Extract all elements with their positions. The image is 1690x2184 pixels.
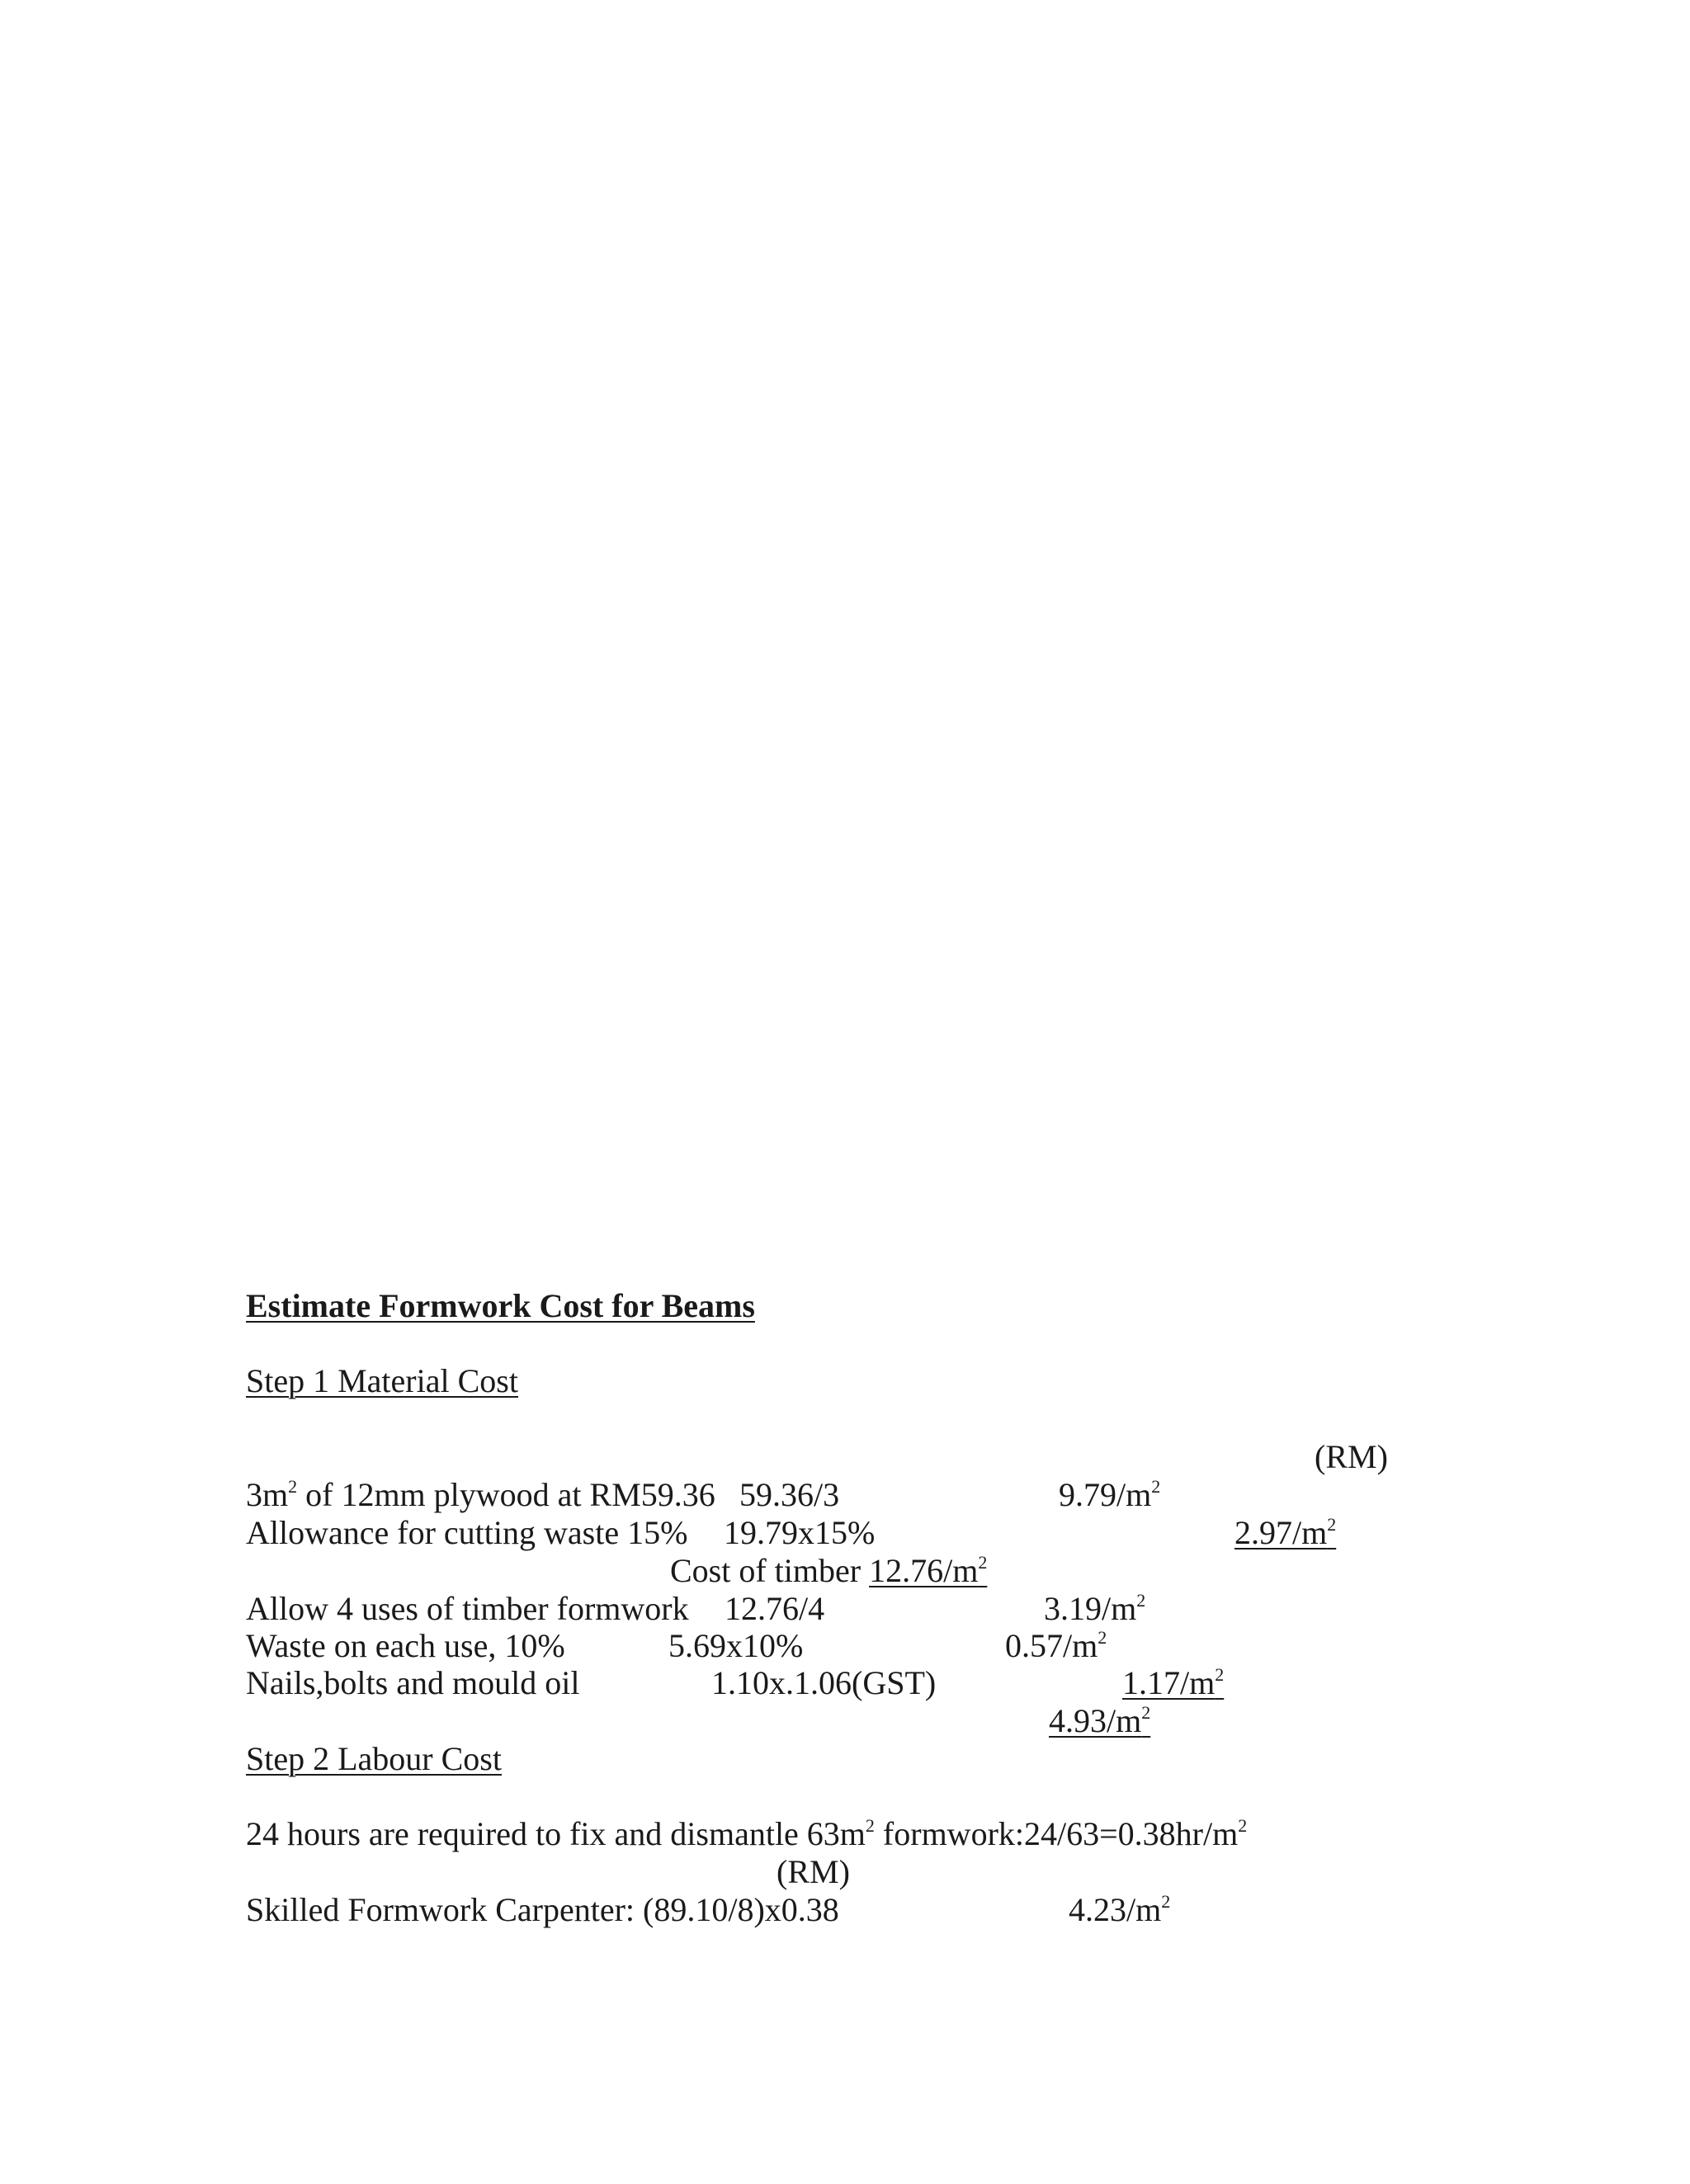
step1-heading: Step 1 Material Cost xyxy=(246,1362,518,1399)
row-uses-calc: 12.76/4 xyxy=(725,1590,825,1627)
row-uses-description: Allow 4 uses of timber formwork xyxy=(246,1590,689,1627)
labour-note: 24 hours are required to fix and dismantle $63m^2$ $formwork:24/63=0.38hr/m^2$ xyxy=(246,1815,1248,1852)
row-nails-value: $1.17/m^2$ xyxy=(1122,1664,1225,1701)
row-waste-use-description: Waste on each use, 10% xyxy=(246,1627,565,1664)
row-cutting-waste-calc: 19.79x15% xyxy=(724,1514,876,1551)
row-waste-use-value: $0.57/m^2$ xyxy=(1005,1627,1107,1664)
material-subtotal: $4.93/m^2$ xyxy=(1049,1702,1151,1739)
row-waste-use-calc: 5.69x10% xyxy=(668,1627,804,1664)
row-plywood-description: $3m^2$ of 12mm plywood at RM59.36 xyxy=(246,1476,715,1513)
row-plywood-value: $9.79/m^2$ xyxy=(1059,1476,1161,1513)
cost-of-timber: Cost of timber $12.76/m^2$ xyxy=(670,1552,988,1589)
row-nails-description: Nails,bolts and mould oil xyxy=(246,1664,580,1701)
row-cutting-waste-value: $2.97/m^2$ xyxy=(1234,1514,1337,1551)
carpenter-description: Skilled Formwork Carpenter: (89.10/8)x0.38 xyxy=(246,1891,839,1928)
row-cutting-waste-description: Allowance for cutting waste 15% xyxy=(246,1514,688,1551)
row-plywood-calc: 59.36/3 xyxy=(739,1476,840,1513)
row-nails-calc: 1.10x.1.06(GST) xyxy=(711,1664,937,1701)
row-uses-value: $3.19/m^2$ xyxy=(1044,1590,1146,1627)
carpenter-value: $4.23/m^2$ xyxy=(1069,1891,1171,1928)
step2-currency-header: (RM) xyxy=(777,1853,850,1890)
step2-heading: Step 2 Labour Cost xyxy=(246,1740,502,1777)
step1-currency-header: (RM) xyxy=(1315,1438,1388,1475)
document-title: Estimate Formwork Cost for Beams xyxy=(246,1287,755,1324)
